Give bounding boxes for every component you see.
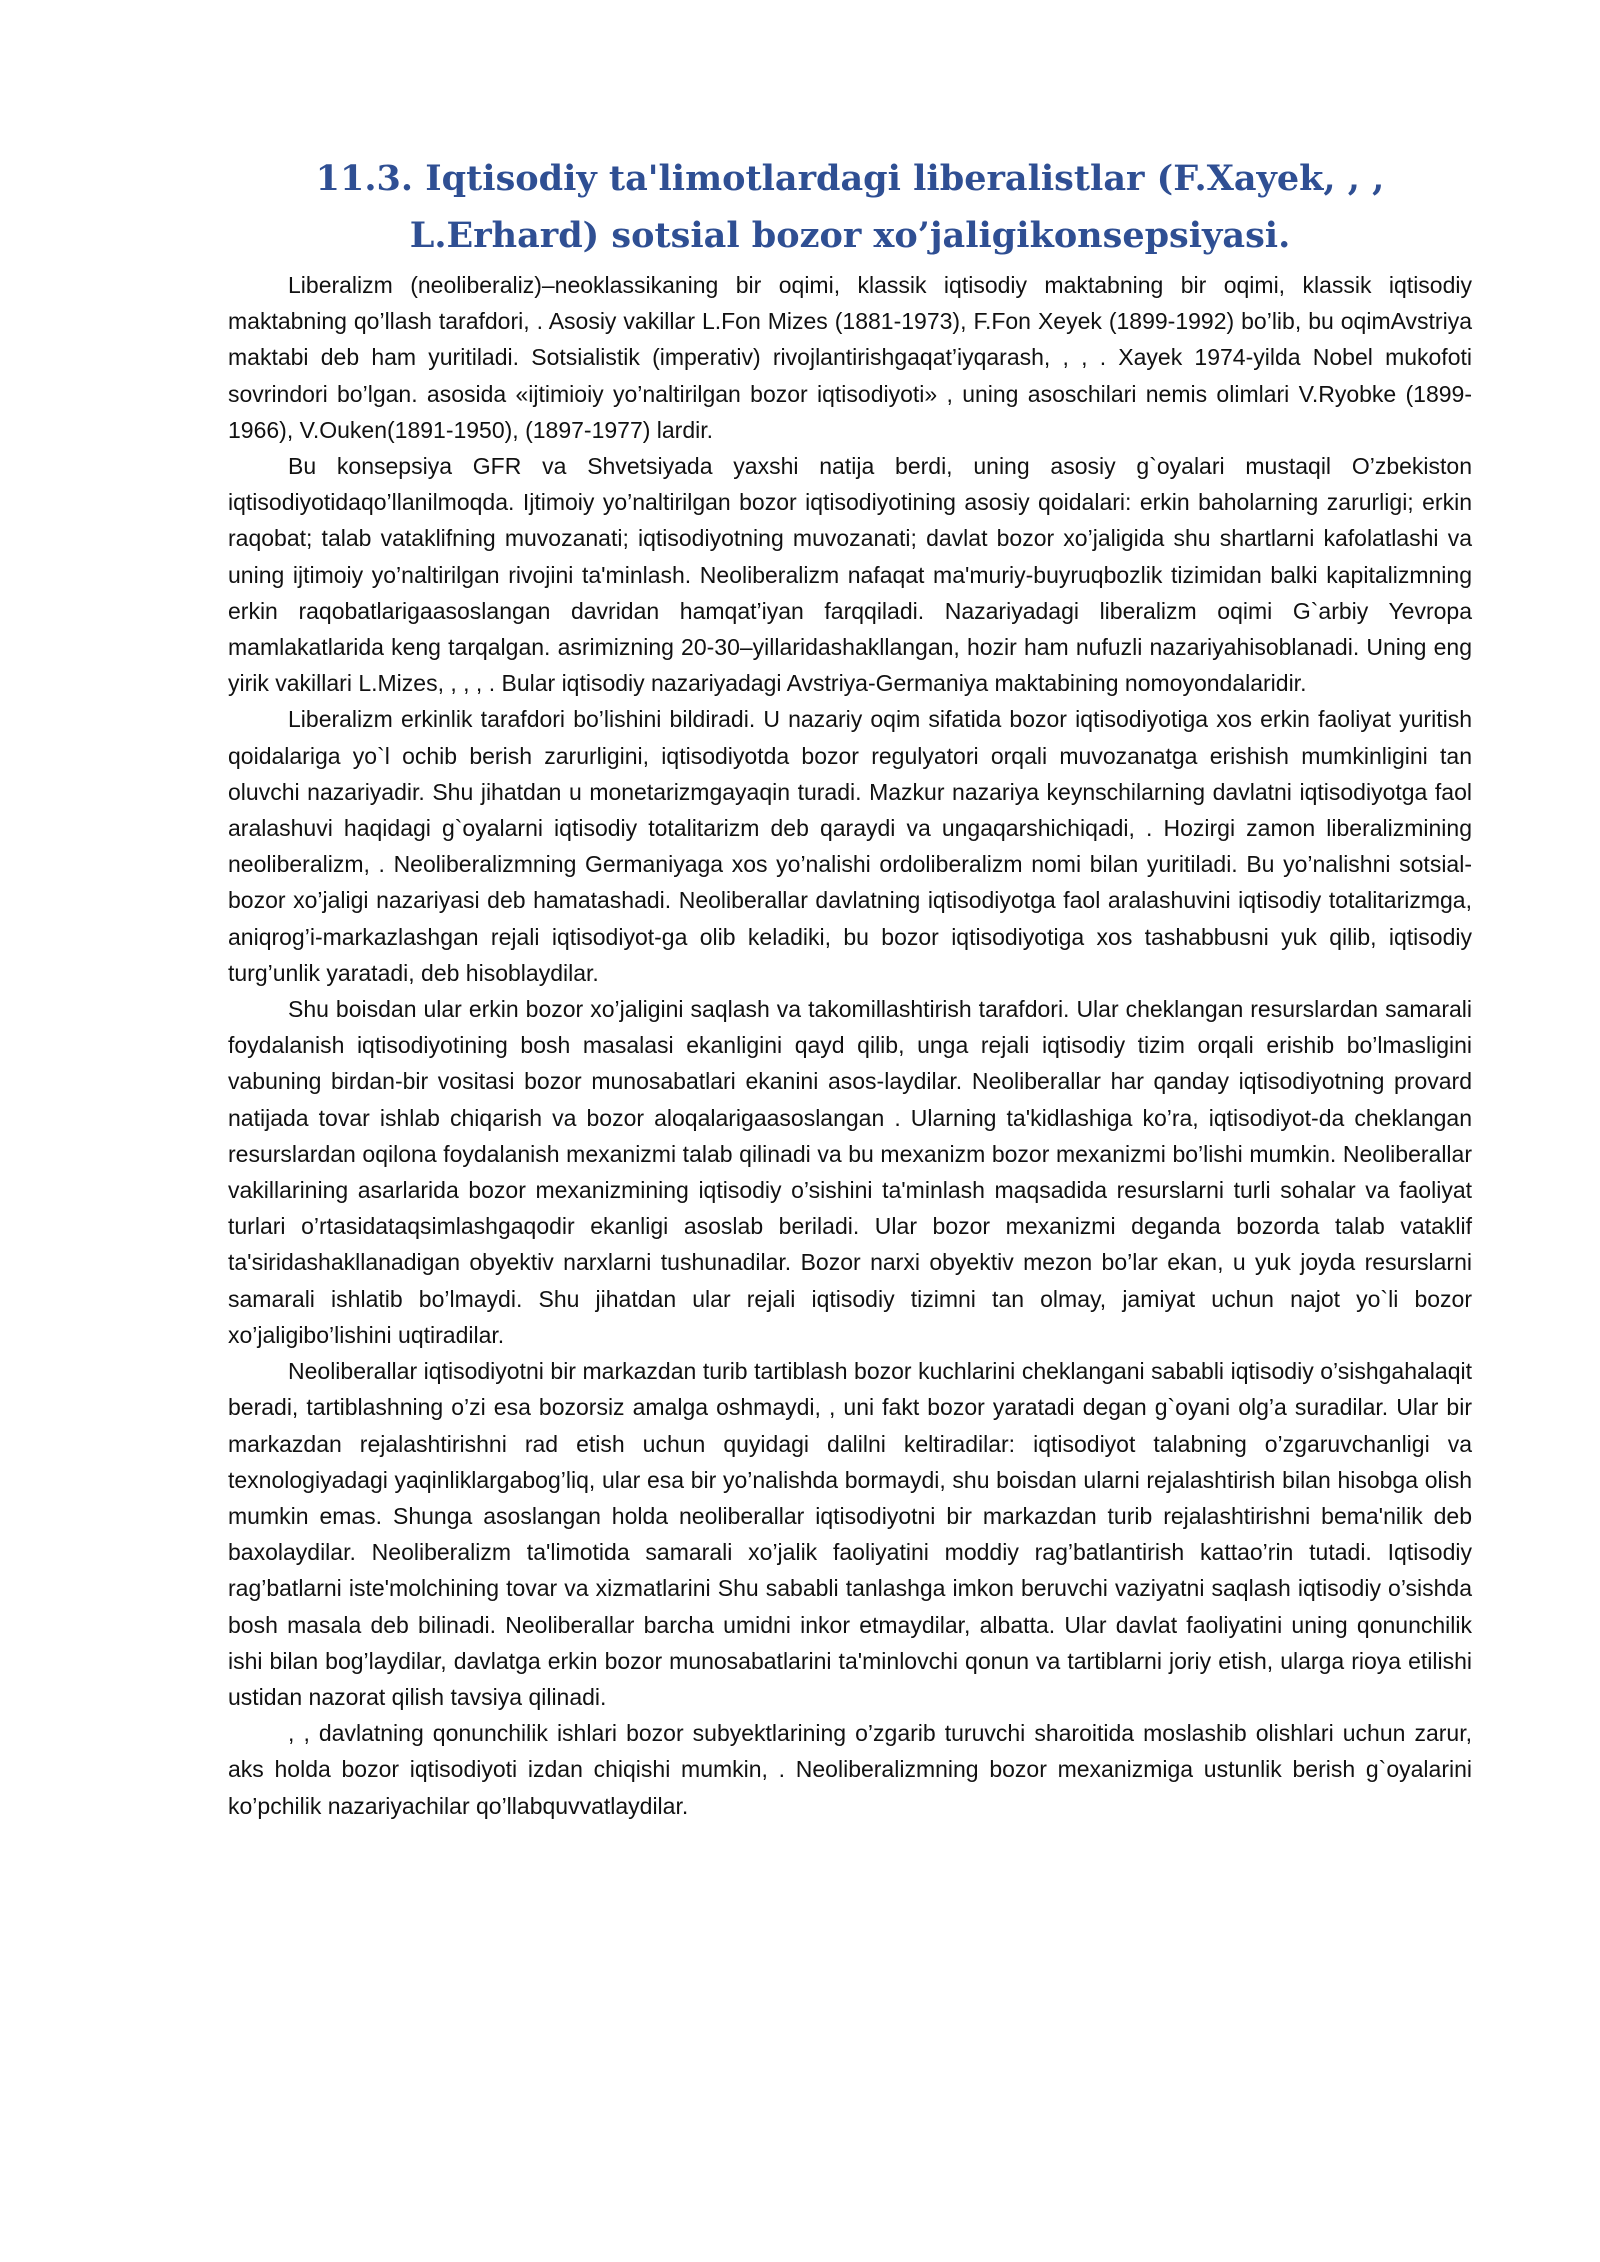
body-text [228, 267, 1472, 1824]
paragraph: Liberalizm erkinlik tarafdori bo’lishini bildiradi. U nazariy oqim sifatida bozor iqtisodiyotiga xos erkin faoliyat yuritish qoidalariga yo`l ochib berish zarurligini, iqtisodiyotda bozor regulyatori orqali muvozanatga erishish mumkinligini tan oluvchi nazariyadir. Shu jihatdan u monetarizmgayaqin turadi. Mazkur nazariya keynschilarning davlatni iqtisodiyotga faol aralashuvi haqidagi g`oyalarni iqtisodiy totalitarizm deb qaraydi va ungaqarshichiqadi, . Hozirgi zamon liberalizmining neoliberalizm, . Neoliberalizmning Germaniyaga xos yo’nalishi ordoliberalizm nomi bilan yuritiladi. Bu yo’nalishni sotsial-bozor xo’jaligi nazariyasi deb hamatashadi. Neoliberallar davlatning iqtisodiyotga faol aralashuvini iqtisodiy totalitarizmga, aniqrog’i-markazlashgan rejali iqtisodiyot-ga olib keladiki, bu bozor iqtisodiyotiga xos tashabbusni yuk qilib, iqtisodiy turg’unlik yaratadi, deb hisoblaydilar. [228, 706, 1472, 986]
paragraph: Bu konsepsiya GFR va Shvetsiyada yaxshi natija berdi, uning asosiy g`oyalari mustaqil O’zbekiston iqtisodiyotidaqo’llanilmoqda. Ijtimoiy yo’naltirilgan bozor iqtisodiyotining asosiy qoidalari: erkin baholarning zarurligi; erkin raqobat; talab vataklifning muvozanati; iqtisodiyotning muvozanati; davlat bozor xo’jaligida shu shartlarni kafolatlashi va uning ijtimoiy yo’naltirilgan rivojini ta'minlash. Neoliberalizm nafaqat ma'muriy-buyruqbozlik tizimidan balki kapitalizmning erkin raqobatlarigaasoslangan davridan hamqat’iyan farqqiladi. Nazariyadagi liberalizm oqimi G`arbiy Yevropa mamlakatlarida keng tarqalgan. asrimizning 20-30–yillaridashakllangan, hozir ham nufuzli nazariyahisoblanadi. Uning eng yirik vakillari L.Mizes, , , , . Bular iqtisodiy nazariyadagi Avstriya-Germaniya maktabining nomoyondalaridir. [228, 453, 1472, 697]
paragraph: Neoliberallar iqtisodiyotni bir markazdan turib tartiblash bozor kuchlarini cheklangani sababli iqtisodiy o’sishgahalaqit beradi, tartiblashning o’zi esa bozorsiz amalga oshmaydi, , uni fakt bozor yaratadi degan g`oyani olg’a suradilar. Ular bir markazdan rejalashtirishni rad etish uchun quyidagi dalilni keltiradilar: iqtisodiyot talabning o’zgaruvchanligi va texnologiyadagi yaqinliklargabog’liq, ular esa bir yo’nalishda bormaydi, shu boisdan ularni rejalashtirish bilan hisobga olish mumkin emas. Shunga asoslangan holda neoliberallar iqtisodiyotni bir markazdan turib rejalashtirishni bema'nilik deb baxolaydilar. Neoliberalizm ta'limotida samarali xo’jalik faoliyatini moddiy rag’batlantirish kattao’rin tutadi. Iqtisodiy rag’batlarni iste'molchining tovar va xizmatlarini Shu sababli tanlashga imkon beruvchi vaziyatni saqlash iqtisodiy o’sishda bosh masala deb bilinadi. Neoliberallar barcha umidni inkor etmaydilar, albatta. Ular davlat faoliyatini uning qonunchilik ishi bilan bog’laydilar, davlatga erkin bozor munosabatlarini ta'minlovchi qonun va tartiblarni joriy etish, ularga rioya etilishi ustidan nazorat qilish tavsiya qilinadi. [228, 1358, 1472, 1710]
page-title [228, 150, 1472, 264]
paragraph: Shu boisdan ular erkin bozor xo’jaligini saqlash va takomillashtirish tarafdori. Ular cheklangan resurslardan samarali foydalanish iqtisodiyotining bosh masalasi ekanligini qayd qilib, unga rejali iqtisodiy tizim orqali erishib bo’lmasligini vabuning birdan-bir vositasi bozor munosabatlari ekanini asos-laydilar. Neoliberallar har qanday iqtisodiyotning provard natijada tovar ishlab chiqarish va bozor aloqalarigaasoslangan . Ularning ta'kidlashiga ko’ra, iqtisodiyot-da cheklangan resurslardan oqilona foydalanish mexanizmi talab qilinadi va bu mexanizm bozor mexanizmi bo’lishi mumkin. Neoliberallar vakillarining asarlarida bozor mexanizmining iqtisodiy o’sishini ta'minlash maqsadida resurslarni turli sohalar va faoliyat turlari o’rtasidataqsimlashgaqodir ekanligi asoslab beriladi. Ular bozor mexanizmi deganda bozorda talab vataklif ta'siridashakllanadigan obyektiv narxlarni tushunadilar. Bozor narxi obyektiv mezon bo’lar ekan, u yuk joyda resurslarni samarali ishlatib bo’lmaydi. Shu jihatdan ular rejali iqtisodiy tizimni tan olmay, jamiyat uchun najot yo`li bozor xo’jaligibo’lishini uqtiradilar. [228, 996, 1472, 1348]
paragraph: Liberalizm (neoliberaliz)–neoklassikaning bir oqimi, klassik iqtisodiy maktabning bir oqimi, klassik iqtisodiy maktabning qo’llash tarafdori, . Asosiy vakillar L.Fon Mizes (1881-1973), F.Fon Xeyek (1899-1992) bo’lib, bu oqimAvstriya maktabi deb ham yuritiladi. Sotsialistik (imperativ) rivojlantirishgaqat’iyqarash, , , . Xayek 1974-yilda Nobel mukofoti sovrindori bo’lgan. asosida «ijtimioiy yo’naltirilgan bozor iqtisodiyoti» , uning asoschilari nemis olimlari V.Ryobke (1899-1966), V.Ouken(1891-1950), (1897-1977) lardir. [228, 272, 1472, 443]
paragraph: , , davlatning qonunchilik ishlari bozor subyektlarining o’zgarib turuvchi sharoitida moslashib olishlari uchun zarur, aks holda bozor iqtisodiyoti izdan chiqishi mumkin, . Neoliberalizmning bozor mexanizmiga ustunlik berish g`oyalarini ko’pchilik nazariyachilar qo’llabquvvatlaydilar. [228, 1720, 1472, 1819]
title-line-1: 11.3. Iqtisodiy ta'limotlardagi liberalistlar (F.Xayek, , , [315, 158, 1385, 199]
title-line-2: L.Erhard) sotsial bozor xo’jaligikonsepsiyasi. [409, 215, 1291, 256]
